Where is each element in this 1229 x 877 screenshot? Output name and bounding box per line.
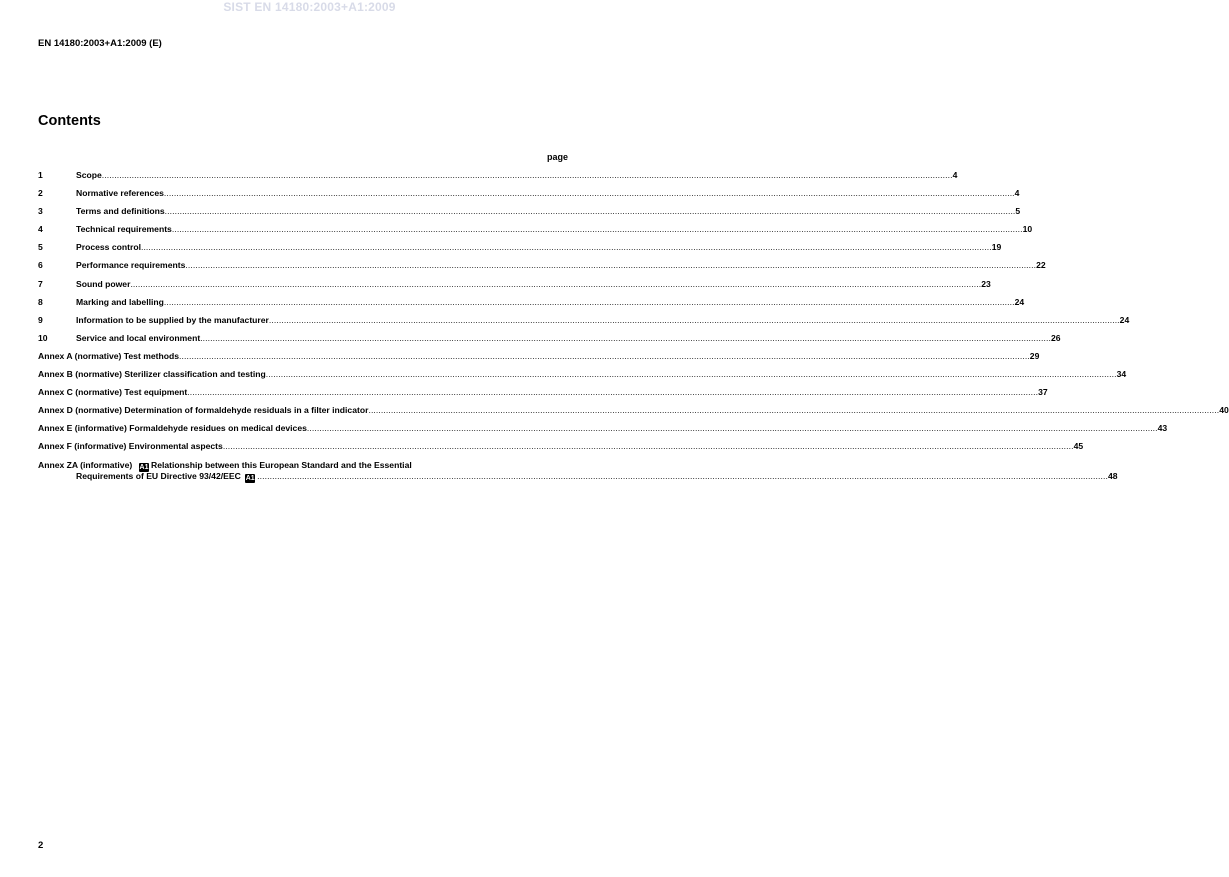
toc-annex-za-entry[interactable] <box>38 459 1118 490</box>
toc-entry[interactable] <box>38 296 1025 315</box>
annex-za-title-line2: Requirements of EU Directive 93/42/EEC <box>76 470 241 481</box>
contents-title: Contents <box>38 113 101 129</box>
toc-entry[interactable] <box>38 206 1021 224</box>
toc-entry-number: 8 <box>38 296 43 307</box>
leader-dots: ...................................................................................................................................................................................................................................................................................................................................................... <box>171 224 1023 235</box>
toc-entry-page: 24 <box>1014 296 1025 307</box>
toc-entry[interactable] <box>38 188 1020 206</box>
toc-entry-number: 4 <box>38 224 43 235</box>
toc-entry[interactable] <box>38 170 958 188</box>
leader-dots: ...................................................................................................................................................................................................................................................................................................................................................... <box>257 470 1108 481</box>
toc-entry-page: 29 <box>1029 350 1040 361</box>
leader-dots: ...................................................................................................................................................................................................................................................................................................................................................... <box>368 405 1220 416</box>
toc-entry[interactable] <box>38 242 1002 260</box>
toc-entry-number: 1 <box>38 170 43 180</box>
leader-dots: ...................................................................................................................................................................................................................................................................................................................................................... <box>185 260 1037 271</box>
toc-entry-page: 19 <box>991 242 1002 253</box>
toc-entry-title: Annex E (informative) Formaldehyde residues on medical devices <box>38 423 307 434</box>
annex-za-title-line1: Relationship between this European Standard and the Essential <box>151 459 412 470</box>
toc-entry-page: 48 <box>1107 470 1118 481</box>
toc-annex-entry[interactable] <box>38 423 1168 441</box>
leader-dots: ...................................................................................................................................................................................................................................................................................................................................................... <box>265 369 1117 380</box>
amendment-start-icon: A1 <box>139 463 149 471</box>
leader-dots: ...................................................................................................................................................................................................................................................................................................................................................... <box>222 441 1074 452</box>
toc-entry-number: 9 <box>38 314 43 325</box>
leader-dots: ...................................................................................................................................................................................................................................................................................................................................................... <box>101 170 953 180</box>
toc-entry-title: Process control <box>76 242 141 253</box>
document-id: EN 14180:2003+A1:2009 (E) <box>38 38 162 49</box>
toc-entry-title: Normative references <box>76 188 164 199</box>
toc-entry-page: 24 <box>1119 314 1130 325</box>
leader-dots: ...................................................................................................................................................................................................................................................................................................................................................... <box>130 278 982 289</box>
leader-dots: ...................................................................................................................................................................................................................................................................................................................................................... <box>164 206 1016 217</box>
toc-entry-title: Annex A (normative) Test methods <box>38 350 180 361</box>
leader-dots: ...................................................................................................................................................................................................................................................................................................................................................... <box>163 296 1015 307</box>
toc-annex-entry[interactable] <box>38 405 1229 423</box>
toc-entry-number: 10 <box>38 332 48 343</box>
toc-entry-title: Scope <box>76 170 102 180</box>
watermark: SIST EN 14180:2003+A1:2009 <box>223 0 396 14</box>
toc-entry-number: 6 <box>38 260 43 271</box>
toc-entry-title: Sound power <box>76 278 131 289</box>
page-column-heading: page <box>546 152 568 162</box>
toc-entry-title: Annex B (normative) Sterilizer classification and testing <box>38 369 266 380</box>
toc-entry-page: 34 <box>1116 369 1127 380</box>
table-of-contents <box>38 170 1229 490</box>
toc-entry-number: 2 <box>38 188 43 199</box>
toc-entry-title: Marking and labelling <box>76 296 164 307</box>
leader-dots: ...................................................................................................................................................................................................................................................................................................................................................... <box>179 350 1030 361</box>
toc-entry-number: 3 <box>38 206 43 217</box>
toc-entry-title: Information to be supplied by the manufacturer <box>76 314 269 325</box>
toc-entry-title: Terms and definitions <box>76 206 165 217</box>
toc-entry-page: 26 <box>1050 332 1061 343</box>
toc-entry[interactable] <box>38 224 1033 242</box>
amendment-end-icon: A1 <box>245 474 255 482</box>
leader-dots: ...................................................................................................................................................................................................................................................................................................................................................... <box>268 314 1120 325</box>
toc-entry-number: 7 <box>38 278 43 289</box>
leader-dots: ...................................................................................................................................................................................................................................................................................................................................................... <box>200 332 1051 343</box>
toc-entry-title: Annex C (normative) Test equipment <box>38 387 188 398</box>
toc-annex-entry[interactable] <box>38 350 1040 369</box>
toc-entry[interactable] <box>38 314 1130 333</box>
toc-annex-entry[interactable] <box>38 387 1048 405</box>
toc-entry[interactable] <box>38 332 1061 351</box>
annex-za-label: Annex ZA (informative) <box>38 459 133 470</box>
toc-entry-page: 4 <box>952 170 958 180</box>
toc-entry-page: 22 <box>1036 260 1046 271</box>
leader-dots: ...................................................................................................................................................................................................................................................................................................................................................... <box>187 387 1039 398</box>
toc-entry-page: 4 <box>1014 188 1020 199</box>
page-number: 2 <box>38 840 44 851</box>
leader-dots: ...................................................................................................................................................................................................................................................................................................................................................... <box>163 188 1015 199</box>
leader-dots: ...................................................................................................................................................................................................................................................................................................................................................... <box>306 423 1158 434</box>
toc-entry-page: 45 <box>1073 441 1084 452</box>
toc-entry-title: Annex F (informative) Environmental aspects <box>38 441 223 452</box>
toc-entry-title: Service and local environment <box>76 332 201 343</box>
toc-entry-page: 43 <box>1157 423 1168 434</box>
toc-entry-title: Annex D (normative) Determination of formaldehyde residuals in a filter indicator <box>38 405 369 416</box>
toc-entry-title: Performance requirements <box>76 260 186 271</box>
toc-entry[interactable] <box>38 278 991 297</box>
toc-entry-page: 23 <box>981 278 991 289</box>
toc-annex-entry[interactable] <box>38 369 1127 387</box>
toc-entry-number: 5 <box>38 242 43 253</box>
leader-dots: ...................................................................................................................................................................................................................................................................................................................................................... <box>140 242 992 253</box>
toc-entry-page: 10 <box>1022 224 1033 235</box>
toc-entry-page: 5 <box>1015 206 1021 217</box>
toc-entry-page: 37 <box>1038 387 1048 398</box>
toc-entry-title: Technical requirements <box>76 224 172 235</box>
toc-annex-entry[interactable] <box>38 441 1084 459</box>
toc-entry[interactable] <box>38 260 1046 278</box>
toc-entry-page: 40 <box>1219 405 1229 416</box>
